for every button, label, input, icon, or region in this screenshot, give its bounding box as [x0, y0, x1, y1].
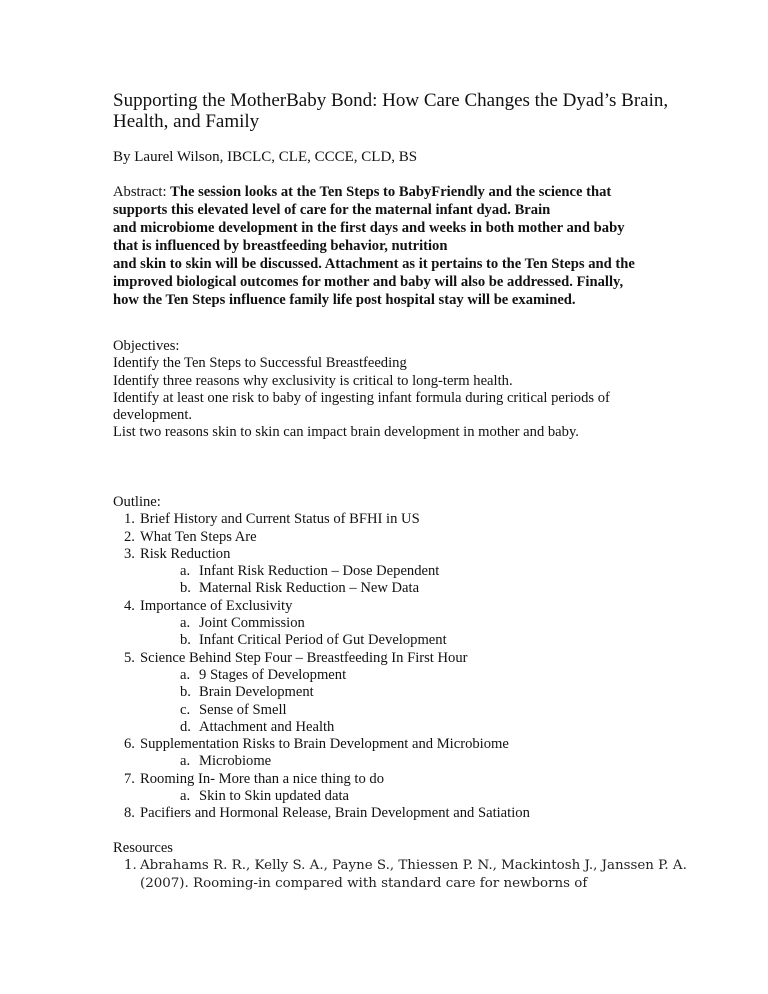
outline-item — [113, 805, 713, 822]
outline-item-number: b. — [180, 632, 191, 649]
abstract — [113, 183, 713, 309]
outline-item-number: 4. — [124, 597, 135, 614]
abstract-text: and skin to skin will be discussed. Attachment as it pertains to the Ten Steps and the — [113, 256, 635, 272]
outline-item — [113, 736, 713, 753]
outline-item-number: 5. — [124, 649, 135, 666]
outline-item-number: b. — [180, 580, 191, 597]
resources-heading: Resources — [113, 840, 173, 856]
outline-item-text: Skin to Skin updated data — [199, 788, 349, 805]
outline-subitem — [113, 684, 713, 701]
outline-item-number: 6. — [124, 736, 135, 753]
outline-item-text: What Ten Steps Are — [140, 528, 257, 545]
outline-item-text: Rooming In- More than a nice thing to do — [140, 770, 384, 787]
abstract-text: and microbiome development in the first days and weeks in both mother and baby — [113, 220, 625, 236]
outline-item-text: Infant Risk Reduction – Dose Dependent — [199, 563, 440, 580]
outline-item-text: Joint Commission — [199, 615, 305, 632]
outline-item-number: 7. — [124, 770, 135, 787]
abstract-text: how the Ten Steps influence family life post hospital stay will be examined. — [113, 292, 576, 308]
abstract-text: that is influenced by breastfeeding behavior, nutrition — [113, 238, 448, 254]
outline-item-text: Risk Reduction — [140, 545, 231, 562]
outline-subitem — [113, 719, 713, 736]
objectives-heading: Objectives: — [113, 338, 180, 354]
outline-item — [113, 598, 713, 615]
outline-item — [113, 650, 713, 667]
outline-item — [113, 771, 713, 788]
outline-item-text: Brief History and Current Status of BFHI in US — [140, 511, 420, 528]
resources — [113, 840, 713, 892]
byline: By Laurel Wilson, IBCLC, CLE, CCCE, CLD, BS — [113, 149, 418, 165]
abstract-text: supports this elevated level of care for the maternal infant dyad. Brain — [113, 202, 551, 218]
objective-line: development. — [113, 407, 193, 424]
abstract-label: Abstract: — [113, 184, 171, 200]
outline-item-text: Supplementation Risks to Brain Development and Microbiome — [140, 736, 509, 753]
outline-item-number: a. — [180, 615, 191, 632]
outline-item-number: a. — [180, 563, 191, 580]
objective-line: Identify three reasons why exclusivity is critical to long-term health. — [113, 372, 513, 389]
outline-item-text: Sense of Smell — [199, 701, 287, 718]
outline-subitem — [113, 580, 713, 597]
outline-subitem — [113, 632, 713, 649]
outline-item-number: a. — [180, 753, 191, 770]
abstract-text: improved biological outcomes for mother and baby will also be addressed. Finally, — [113, 274, 624, 290]
outline-item-text: 9 Stages of Development — [199, 666, 347, 683]
outline-item-text: Microbiome — [199, 753, 272, 770]
objectives — [113, 338, 713, 442]
outline-item — [113, 511, 713, 528]
title-line: Health, and Family — [113, 111, 260, 132]
abstract-text: The session looks at the Ten Steps to BabyFriendly and the science that — [170, 184, 612, 200]
outline-item-text: Maternal Risk Reduction – New Data — [199, 580, 420, 597]
outline-subitem — [113, 667, 713, 684]
outline-item-text: Infant Critical Period of Gut Development — [199, 632, 447, 649]
outline-subitem — [113, 788, 713, 805]
objective-line: Identify the Ten Steps to Successful Breastfeeding — [113, 355, 407, 372]
objective-line: List two reasons skin to skin can impact brain development in mother and baby. — [113, 424, 579, 441]
outline-item-number: d. — [180, 718, 191, 735]
abstract-line — [113, 183, 713, 201]
reference-item — [113, 857, 713, 892]
outline-item-text: Attachment and Health — [199, 718, 335, 735]
outline-item — [113, 546, 713, 563]
outline-subitem — [113, 702, 713, 719]
outline-item-number: c. — [180, 701, 191, 718]
outline-item-number: 3. — [124, 545, 135, 562]
outline-heading: Outline: — [113, 494, 161, 510]
outline-item-number: 2. — [124, 528, 135, 545]
title-line: Supporting the MotherBaby Bond: How Care Changes the Dyad’s Brain, — [113, 90, 669, 111]
document-title — [113, 90, 713, 132]
outline-item-text: Brain Development — [199, 684, 314, 701]
outline-item-number: a. — [180, 788, 191, 805]
objective-line: Identify at least one risk to baby of ingesting infant formula during critical periods of — [113, 389, 610, 406]
outline-item-number: b. — [180, 684, 191, 701]
outline-subitem — [113, 753, 713, 770]
outline-item — [113, 529, 713, 546]
reference-number: 1. — [124, 858, 137, 874]
outline-list — [113, 511, 713, 822]
outline-item-number: 1. — [124, 511, 135, 528]
outline-item-text: Importance of Exclusivity — [140, 597, 293, 614]
outline — [113, 494, 713, 823]
outline-item-text: Pacifiers and Hormonal Release, Brain Development and Satiation — [140, 805, 530, 822]
outline-subitem — [113, 615, 713, 632]
outline-item-number: 8. — [124, 805, 135, 822]
reference-text: Abrahams R. R., Kelly S. A., Payne S., Thiessen P. N., Mackintosh J., Janssen P. A. (2007). Rooming-in compared with standard care for newborns of — [140, 858, 687, 891]
outline-item-number: a. — [180, 666, 191, 683]
outline-subitem — [113, 563, 713, 580]
outline-item-text: Science Behind Step Four – Breastfeeding In First Hour — [140, 649, 468, 666]
